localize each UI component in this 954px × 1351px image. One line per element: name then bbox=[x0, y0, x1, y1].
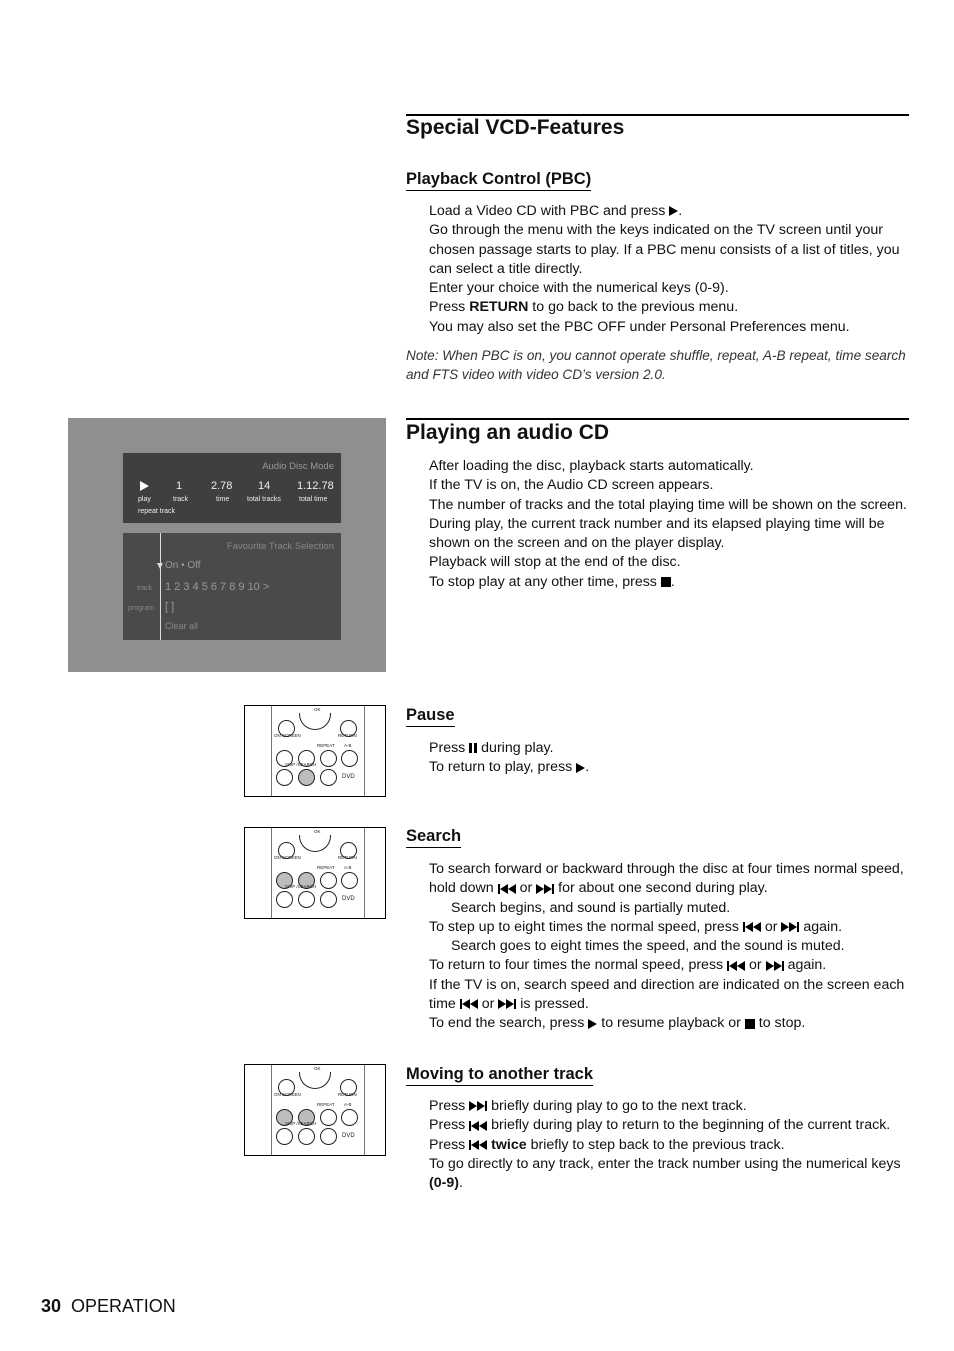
stop-button bbox=[276, 1128, 293, 1145]
audio-text-2: If the TV is on, the Audio CD screen appears. bbox=[429, 477, 714, 494]
or-text: or bbox=[519, 880, 533, 897]
play-button bbox=[320, 1128, 337, 1145]
page-footer bbox=[41, 1296, 176, 1317]
ab-button bbox=[341, 872, 358, 889]
or-text: or bbox=[764, 918, 778, 935]
clear-all: Clear all bbox=[165, 621, 199, 631]
twice-keyword: twice bbox=[491, 1136, 527, 1153]
on-screen-label: ON SCREEN bbox=[274, 1092, 301, 1097]
ab-label: A-B bbox=[344, 865, 352, 870]
moving-text-1a: Press bbox=[429, 1098, 466, 1114]
next-track-icon bbox=[781, 922, 799, 932]
next-track-icon bbox=[766, 961, 784, 971]
audio-text-6: To stop play at any other time, press bbox=[429, 573, 657, 590]
ab-button bbox=[341, 750, 358, 767]
stop-icon bbox=[745, 1019, 755, 1029]
audio-body: After loading the disc, playback starts automatically. If the TV is on, the Audio CD screen appears. The number of tracks and the total playing time will be shown on the screen. During play, the current track number and its elapsed playing time will be shown on the screen and on the player display. Playback will stop at the end of the disc. To stop play at any other time, press . bbox=[429, 457, 909, 592]
skip-search-label: SKIP /SEARCH bbox=[285, 884, 317, 889]
program-brackets: [ ] bbox=[165, 601, 175, 613]
next-track-icon bbox=[498, 999, 516, 1009]
search-text-6a: If the TV is on, search speed and direction are indicated on the screen each time bbox=[429, 976, 905, 1013]
time-label: time bbox=[216, 496, 230, 503]
moving-text-2c: briefly to step back to the previous track. bbox=[530, 1136, 785, 1153]
pause-button bbox=[298, 769, 315, 786]
ab-label: A-B bbox=[344, 743, 352, 748]
track-value: 1 bbox=[176, 480, 183, 492]
dvd-label: DVD bbox=[342, 774, 355, 780]
stop-icon bbox=[661, 577, 671, 587]
panel-divider bbox=[160, 533, 161, 640]
play-button bbox=[320, 891, 337, 908]
play-icon bbox=[576, 763, 585, 773]
pause-icon bbox=[469, 743, 477, 753]
search-text-6b: is pressed. bbox=[520, 996, 589, 1013]
pause-text-1b: during play. bbox=[481, 740, 554, 756]
pause-button bbox=[298, 891, 315, 908]
audio-disc-screen bbox=[68, 418, 386, 672]
search-text-1a: To search forward or backward through the disc at four times normal speed, hold down bbox=[429, 861, 904, 897]
prev-track-icon bbox=[498, 884, 516, 894]
return-label: RETURN bbox=[338, 733, 357, 738]
search-text-7a: To end the search, press bbox=[429, 1015, 585, 1032]
again-text: again. bbox=[787, 957, 827, 974]
numeric-keys-keyword: (0-9) bbox=[429, 1175, 459, 1192]
return-keyword: RETURN bbox=[469, 299, 529, 316]
audio-title: Playing an audio CD bbox=[406, 421, 610, 444]
total-tracks-label: total tracks bbox=[247, 496, 281, 503]
repeat-label: REPEAT bbox=[317, 865, 335, 870]
program-label: program bbox=[128, 605, 155, 612]
stop-button bbox=[276, 891, 293, 908]
search-text-7b: to resume playback or bbox=[601, 1015, 741, 1032]
repeat-button bbox=[320, 1109, 337, 1126]
stop-button bbox=[276, 769, 293, 786]
pause-body: Press during play. To return to play, press . bbox=[429, 740, 590, 776]
next-track-icon bbox=[536, 884, 554, 894]
pbc-text-1: Load a Video CD with PBC and press bbox=[429, 203, 666, 219]
pbc-text-5: You may also set the PBC OFF under Personal Preferences menu. bbox=[429, 318, 850, 335]
again-text: again. bbox=[803, 918, 843, 935]
section-rule bbox=[406, 418, 909, 420]
moving-text-2b: briefly during play to return to the beginning of the current track. Press bbox=[429, 1117, 891, 1153]
prev-track-icon bbox=[460, 999, 478, 1009]
on-screen-label: ON SCREEN bbox=[274, 855, 301, 860]
or-text: or bbox=[481, 996, 495, 1013]
pbc-text-2: Go through the menu with the keys indicated on the TV screen until your chosen passage starts to play. If a PBC menu consists of a list of titles, you can select a title directly. bbox=[429, 222, 900, 277]
moving-text-1b: briefly during play to go to the next track. bbox=[491, 1098, 747, 1114]
search-text-2: Search begins, and sound is partially muted. bbox=[451, 899, 731, 916]
track-row-label: track bbox=[137, 585, 153, 592]
time-value: 2.78 bbox=[211, 480, 233, 492]
dvd-label: DVD bbox=[342, 1133, 355, 1139]
pbc-text-4a: Press bbox=[429, 299, 466, 316]
repeat-label: REPEAT bbox=[317, 1102, 335, 1107]
dvd-label: DVD bbox=[342, 896, 355, 902]
favourite-track-panel bbox=[123, 533, 341, 640]
total-time-label: total time bbox=[299, 496, 328, 503]
moving-text-2a: Press bbox=[429, 1117, 466, 1134]
search-text-4: Search goes to eight times the speed, and the sound is muted. bbox=[451, 938, 845, 955]
total-tracks-value: 14 bbox=[258, 480, 271, 492]
ok-label: OK bbox=[314, 1066, 321, 1071]
repeat-button bbox=[320, 872, 337, 889]
or-text: or bbox=[749, 957, 762, 974]
audio-disc-mode-panel bbox=[123, 453, 341, 523]
play-icon bbox=[669, 206, 678, 216]
page-number: 30 bbox=[41, 1296, 62, 1316]
moving-heading: Moving to another track bbox=[406, 1065, 593, 1086]
return-label: RETURN bbox=[338, 855, 357, 860]
pbc-text-3: Enter your choice with the numerical keys (0-9). bbox=[429, 280, 729, 297]
arrow-down-icon bbox=[157, 563, 163, 569]
remote-illustration-pause bbox=[244, 705, 386, 797]
search-text-7c: to stop. bbox=[758, 1015, 806, 1032]
play-button bbox=[320, 769, 337, 786]
audio-text-1: After loading the disc, playback starts automatically. bbox=[429, 458, 754, 474]
mode-title: Audio Disc Mode bbox=[262, 461, 334, 472]
next-track-icon bbox=[469, 1101, 487, 1111]
search-heading: Search bbox=[406, 827, 461, 848]
ok-label: OK bbox=[314, 707, 321, 712]
repeat-label: repeat track bbox=[138, 508, 175, 515]
moving-text-3a: To go directly to any track, enter the track number using the numerical keys bbox=[429, 1155, 901, 1172]
track-label: track bbox=[173, 496, 189, 503]
search-text-1b: for about one second during play. bbox=[558, 880, 768, 897]
prev-track-icon bbox=[727, 961, 745, 971]
pbc-body: Load a Video CD with PBC and press . Go through the menu with the keys indicated on the TV screen until your chosen passage starts to play. If a PBC menu consists of a list of titles, you can select a title directly. Enter your choice with the numerical keys (0-9). Press RETURN to go back to the previous menu. You may also set the PBC OFF under Personal Preferences menu. bbox=[429, 202, 909, 337]
search-body bbox=[429, 860, 909, 1034]
audio-text-3: The number of tracks and the total playing time will be shown on the screen. bbox=[429, 496, 907, 513]
ab-button bbox=[341, 1109, 358, 1126]
vcd-title: Special VCD-Features bbox=[406, 116, 625, 139]
pause-button bbox=[298, 1128, 315, 1145]
audio-text-4: During play, the current track number and its elapsed playing time will be shown on the screen and on the player display. bbox=[429, 515, 885, 552]
return-label: RETURN bbox=[338, 1092, 357, 1097]
remote-illustration-moving bbox=[244, 1064, 386, 1156]
prev-track-icon bbox=[469, 1140, 487, 1150]
prev-track-icon bbox=[743, 922, 761, 932]
moving-body bbox=[429, 1097, 909, 1193]
pbc-note: Note: When PBC is on, you cannot operate shuffle, repeat, A-B repeat, time search and FTS video with video CD’s version 2.0. bbox=[406, 348, 906, 383]
repeat-button bbox=[320, 750, 337, 767]
track-numbers: 1 2 3 4 5 6 7 8 9 10 > bbox=[165, 581, 270, 593]
on-screen-label: ON SCREEN bbox=[274, 733, 301, 738]
pbc-heading: Playback Control (PBC) bbox=[406, 170, 591, 191]
on-off-toggle: On • Off bbox=[165, 560, 201, 571]
pause-text-2a: To return to play, press bbox=[429, 759, 573, 776]
ab-label: A-B bbox=[344, 1102, 352, 1107]
total-time-value: 1.12.78 bbox=[297, 480, 334, 492]
play-label: play bbox=[138, 496, 151, 503]
play-icon bbox=[140, 481, 149, 491]
moving-text-3c: . bbox=[458, 1175, 463, 1192]
pbc-text-4c: to go back to the previous menu. bbox=[532, 299, 739, 316]
section-name: OPERATION bbox=[71, 1296, 176, 1316]
pause-heading: Pause bbox=[406, 706, 455, 727]
skip-search-label: SKIP /SEARCH bbox=[285, 1121, 317, 1126]
remote-illustration-search bbox=[244, 827, 386, 919]
play-icon bbox=[588, 1019, 597, 1029]
ok-label: OK bbox=[314, 829, 321, 834]
audio-text-5: Playback will stop at the end of the disc. bbox=[429, 554, 681, 571]
fav-title: Favourite Track Selection bbox=[226, 541, 334, 552]
repeat-label: REPEAT bbox=[317, 743, 335, 748]
skip-search-label: SKIP /SEARCH bbox=[285, 762, 317, 767]
search-text-5a: To return to four times the normal speed, press bbox=[429, 957, 724, 974]
prev-track-icon bbox=[469, 1121, 487, 1131]
pause-text-1a: Press bbox=[429, 740, 466, 756]
search-text-3a: To step up to eight times the normal speed, press bbox=[429, 918, 739, 935]
